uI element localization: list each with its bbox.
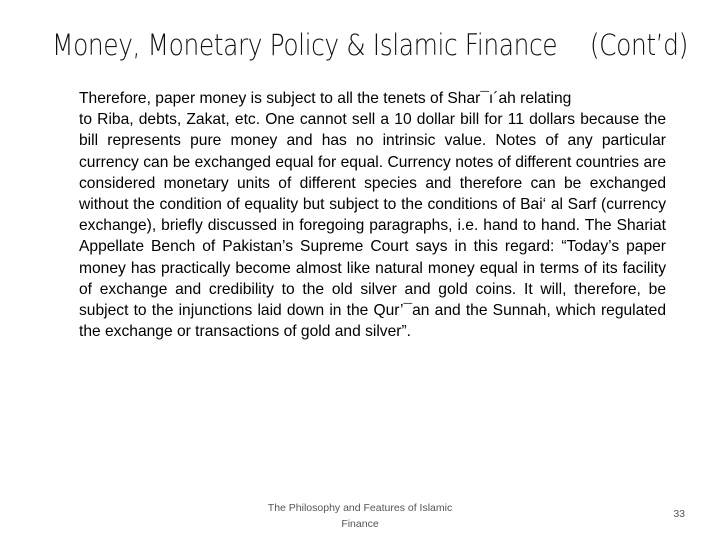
slide-title-main: Money, Monetary Policy & Islamic Finance <box>52 28 558 62</box>
slide-body-rest: to Riba, debts, Zakat, etc. One cannot sell a 10 dollar bill for 11 dollars because the bill represents pure money and has no intrinsic value. Notes of any particular currency can be exchanged equal for equal. Currency notes of different countries are considered monetary units of different species and therefore can be exchanged without the condition of equality but subject to the conditions of Bai‘ al Sarf (currency exchange), briefly discussed in foregoing paragraphs, i.e. hand to hand. The Shariat Appellate Bench of Pakistan’s Supreme Court says in this regard: “Today’s paper money has practically become almost like natural money equal in terms of its facility of exchange and credibility to the old silver and gold coins. It will, therefore, be subject to the injunctions laid down in the Qur’¯an and the Sunnah, which regulated the exchange or transactions of gold and silver”. <box>79 111 666 341</box>
slide-footer: The Philosophy and Features of Islamic Finance <box>267 502 453 530</box>
slide-body-first-line: Therefore, paper money is subject to all the tenets of Shar¯ı´ah relating <box>79 90 572 107</box>
slide-body-text <box>79 88 666 342</box>
slide-title-suffix: (Cont’d) <box>589 28 688 62</box>
slide-title <box>52 28 688 76</box>
slide-page-number: 33 <box>673 508 685 520</box>
